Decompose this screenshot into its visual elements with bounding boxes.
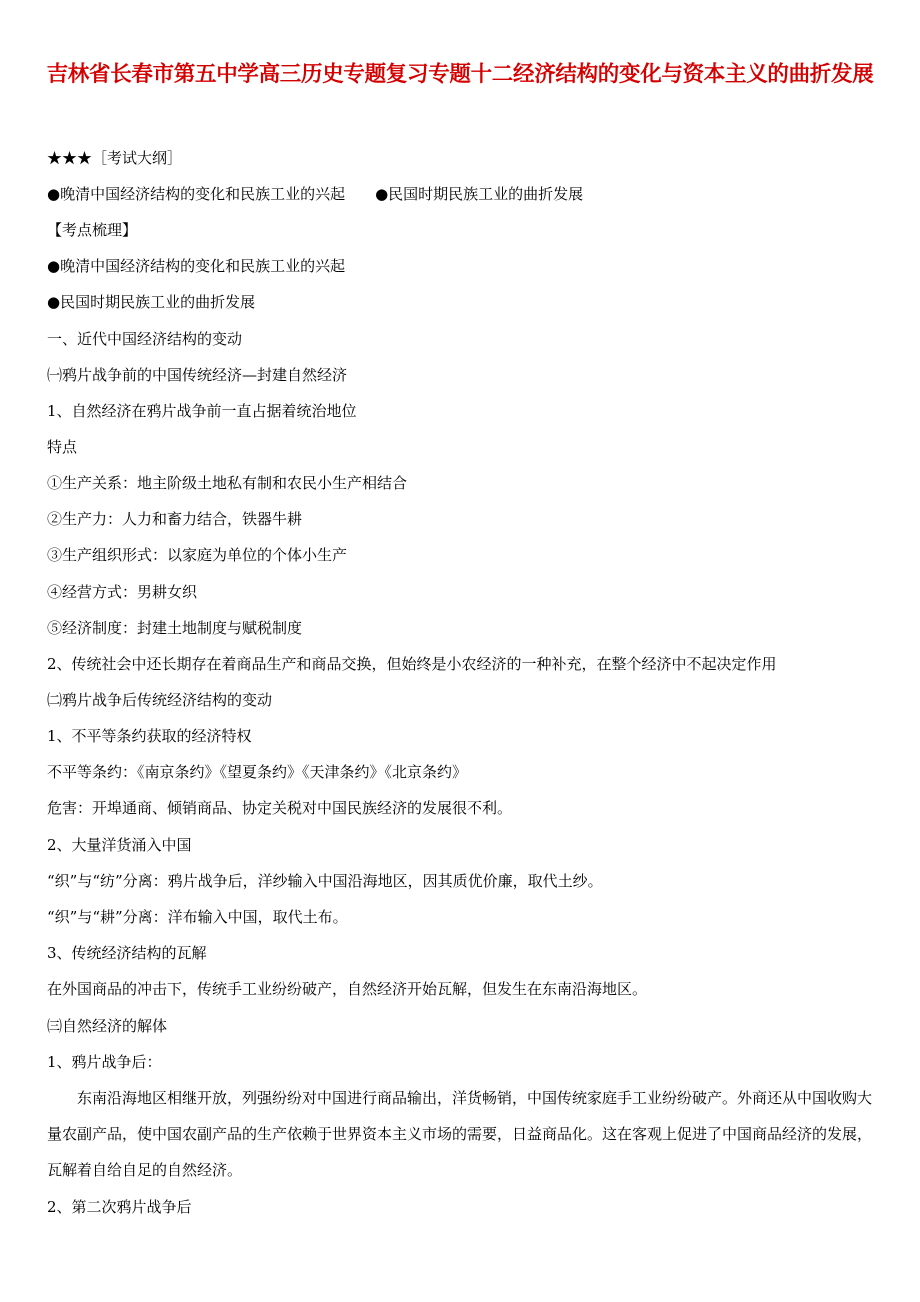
list-item: ②生产力：人力和畜力结合，铁器牛耕 bbox=[47, 510, 303, 528]
outline-item: ●晚清中国经济结构的变化和民族工业的兴起 bbox=[47, 185, 346, 203]
text-line: 危害：开埠通商、倾销商品、协定关税对中国民族经济的发展很不利。 bbox=[47, 799, 513, 817]
subsection-heading: ㈢自然经济的解体 bbox=[47, 1017, 168, 1035]
list-item: ③生产组织形式：以家庭为单位的个体小生产 bbox=[47, 546, 348, 564]
list-item: ④经营方式：男耕女织 bbox=[47, 583, 198, 601]
text-line: 3、传统经济结构的瓦解 bbox=[47, 944, 207, 962]
text-line: 2、传统社会中还长期存在着商品生产和商品交换，但始终是小农经济的一种补充，在整个经济中不起决定作用 bbox=[47, 655, 777, 673]
body-paragraph: 东南沿海地区相继开放，列强纷纷对中国进行商品输出，洋货畅销，中国传统家庭手工业纷纷破产。外商还从中国收购大量农副产品，使中国农副产品的生产依赖于世界资本主义市场的需要，日益商品化。这在客观上促进了中国商品经济的发展，瓦解着自给自足的自然经济。 bbox=[47, 1089, 873, 1179]
outline-heading: ★★★［考试大纲］ bbox=[47, 149, 183, 167]
section-heading: 一、近代中国经济结构的变动 bbox=[47, 330, 243, 348]
text-line: 1、鸦片战争后： bbox=[47, 1053, 162, 1071]
text-line: 2、第二次鸦片战争后 bbox=[47, 1198, 192, 1216]
text-line: 不平等条约：《南京条约》《望夏条约》《天津条约》《北京条约》 bbox=[47, 763, 468, 781]
outline-items bbox=[47, 184, 583, 204]
text-line: 在外国商品的冲击下，传统手工业纷纷破产，自然经济开始瓦解，但发生在东南沿海地区。 bbox=[47, 980, 648, 998]
review-item: ●晚清中国经济结构的变化和民族工业的兴起 bbox=[47, 257, 346, 275]
list-item: ⑤经济制度：封建土地制度与赋税制度 bbox=[47, 619, 303, 637]
text-line: “织”与“纺”分离：鸦片战争后，洋纱输入中国沿海地区，因其质优价廉，取代土纱。 bbox=[47, 872, 603, 890]
subsection-heading: ㈠鸦片战争前的中国传统经济—封建自然经济 bbox=[47, 366, 348, 384]
text-line: 特点 bbox=[47, 438, 78, 456]
review-heading: 【考点梳理】 bbox=[47, 221, 138, 239]
outline-item: ●民国时期民族工业的曲折发展 bbox=[375, 185, 584, 203]
text-line: 1、不平等条约获取的经济特权 bbox=[47, 727, 252, 745]
review-item: ●民国时期民族工业的曲折发展 bbox=[47, 293, 256, 311]
subsection-heading: ㈡鸦片战争后传统经济结构的变动 bbox=[47, 691, 273, 709]
text-line: “织”与“耕”分离：洋布输入中国，取代土布。 bbox=[47, 908, 348, 926]
document-title: 吉林省长春市第五中学高三历史专题复习专题十二经济结构的变化与资本主义的曲折发展 bbox=[46, 62, 874, 87]
text-line: 1、自然经济在鸦片战争前一直占据着统治地位 bbox=[47, 402, 357, 420]
text-line: 2、大量洋货涌入中国 bbox=[47, 836, 192, 854]
list-item: ①生产关系：地主阶级土地私有制和农民小生产相结合 bbox=[47, 474, 408, 492]
